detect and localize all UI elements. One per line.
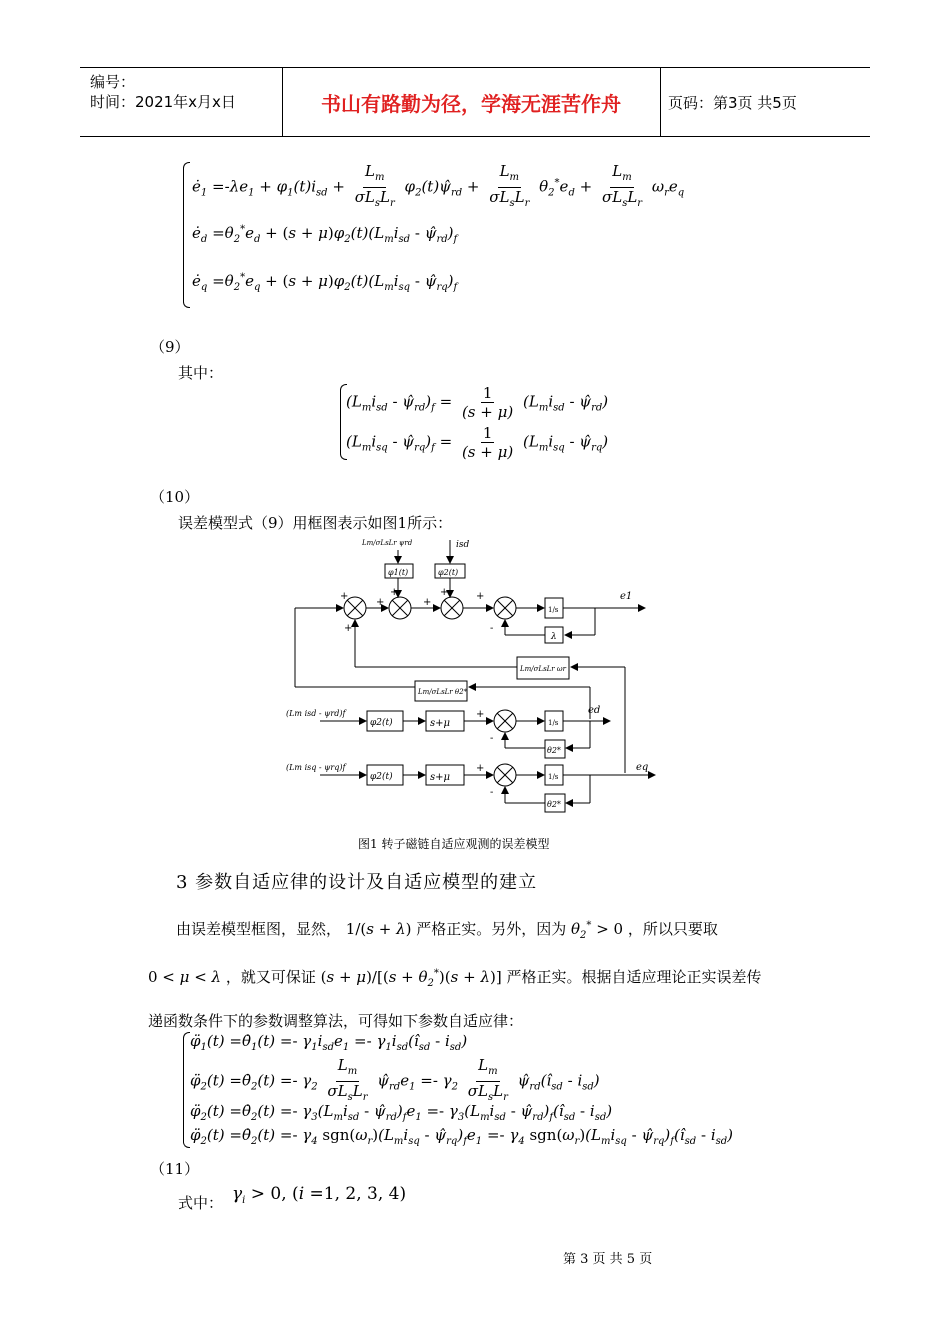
d-input-label: (Lm isd - ψrd)f [286,709,346,718]
svg-text:+: + [340,591,349,602]
q-input-label: (Lm isq - ψrq)f [286,763,346,772]
para2-text-b: 严格正实。根据自适应理论正实误差传 [506,968,762,986]
equation-9-line-2: $ė_d =\theta_2^*e_d + (s + \mu)\varphi_2(t)(L_mi_{sd}$ - $\psî_{rd})_f$ [192,224,458,245]
gamma-condition: $\gamma_i > 0$, (i =1, 2, 3, 4) [232,1184,407,1206]
page-header [80,67,870,137]
theta-block-label: Lm/σLsLr θ2* [418,688,468,696]
svg-text:+: + [440,587,449,598]
equation-9-line-3: $ė_q =\theta_2^*e_q + (s + \mu)\varphi_2(t)(L_mi_{sq}$ - $\psî_{rq})_f$ [192,272,458,293]
equation-10-line-1: ($L_mi_{sd}$ - $\psî_{rd})_f$ = $\frac{1}{(s + \mu)}$ ($L_mi_{sd}$ - $\psî_{rd}$) [346,384,609,421]
diagram-intro: 误差模型式（9）用框图表示如图1所示： [178,514,453,532]
svg-text:-: - [490,623,494,634]
phi2-label: φ2(t) [438,568,459,577]
transfer-function-1: 1/(s + λ) [345,920,412,938]
eq-output-label: eq [636,762,649,773]
equation-11-number: （11） [150,1160,200,1178]
svg-text:+: + [476,709,485,720]
equation-11-line-2: $\varphï_2(t)$ $=\thetȧ_2(t) =- \gamma_2$ $\frac{L_m}{\sigma L_sL_r}$ $\psî_{rd}e_1 =- \gamma_2$ $\frac{L_m}{\sigma L_sL_r}$ $\psî_{rd}(î_{sd} - i_{sd})$ [190,1056,600,1103]
figure-caption: 图1 转子磁链自适应观测的误差模型 [358,837,550,851]
top-left-input-label: Lm/σLsLr ψrd [362,539,413,547]
para2-text-a: ，就又可保证 [225,968,316,986]
section-title: 3 参数自适应律的设计及自适应模型的建立 [176,872,538,893]
theta-condition: $\theta_2^* > 0$ [571,920,624,941]
serial-label: 编号： [90,73,136,91]
header-meta [90,72,236,112]
integrator-label: 1/s [548,606,559,614]
equation-brace [183,162,190,308]
svg-text:+: + [476,591,485,602]
theta2-d-label: θ2* [547,746,561,755]
svg-text:-: - [490,733,494,744]
equation-10-line-2: ($L_mi_{sq}$ - $\psî_{rq})_f$ = $\frac{1}{(s + \mu)}$ ($L_mi_{sq}$ - $\psî_{rq}$) [346,424,609,461]
omega-block-label: Lm/σLsLr ωr [520,665,566,673]
header-motto: 书山有路勤为径，学海无涯苦作舟 [321,91,621,116]
mu-condition: 0 < μ < λ [148,968,222,986]
lambda-label: λ [551,632,557,642]
equation-9-line-1: $ė_1 =-\lambda e_1 + \varphi_1(t)i_{sd}$ + $\frac{L_m}{\sigma L_sL_r}$ $\varphi_2(t)\psî_{rd}$ + $\frac{L_m}{\sigma L_sL_r}$ $\theta_2^*e_d$ + $\frac{L_m}{\sigma L_sL_r}$ $\omega_re_q$ [192,162,685,209]
header-page-label: 页码：第3页 共5页 [668,93,797,112]
theta2-q-label: θ2* [547,800,561,809]
equation-11-line-1: $\varphï_1(t)$ $=\thetȧ_1(t) =- \gamma_1i_{sd}e_1$ =- $\gamma_1i_{sd}(î_{sd} - i_{sd})$ [190,1032,468,1053]
para1-text-a: 由误差模型框图，显然， [176,920,342,938]
svg-text:+: + [476,763,485,774]
equation-9-number: （9） [150,338,190,356]
top-right-input-label: isd [456,540,470,550]
svg-text:-: - [490,787,494,798]
e1-output-label: e1 [620,591,633,602]
svg-text:+: + [344,623,353,634]
svg-text:+: + [376,597,385,608]
phi2-d-label: φ2(t) [370,718,393,728]
s-mu-q-label: s+μ [430,772,451,783]
paragraph-line-1 [176,918,718,941]
paragraph-line-3: 递函数条件下的参数调整算法，可得如下参数自适应律： [148,1012,524,1030]
header-divider [660,68,661,136]
s-mu-d-label: s+μ [430,718,451,729]
svg-text:+: + [390,587,399,598]
para1-text-c: ，所以只要取 [627,920,718,938]
para1-text-b: 严格正实。另外，因为 [416,920,567,938]
paragraph-line-2 [148,966,761,989]
error-model-diagram [280,535,680,825]
svg-text:+: + [423,597,432,608]
integrator-d-label: 1/s [548,719,559,727]
equation-11-line-3: $\varphï_2(t)$ $=\thetȧ_2(t) =- \gamma_3(L_mi_{sd}$ - $\psî_{rd})_fe_1 =- \gamma_3(L_mi_{sd}$ - $\psî_{rd})_f(î_{sd} - i_{sd})$ [190,1102,613,1123]
equation-10-number: （10） [150,488,200,506]
phi1-label: φ1(t) [388,568,409,577]
formula-label: 式中： [178,1194,224,1212]
ed-output-label: ed [588,705,601,716]
time-label: 时间：2021年x月x日 [90,93,236,111]
page-footer: 第 3 页 共 5 页 [563,1252,653,1267]
phi2-q-label: φ2(t) [370,772,393,782]
where-label: 其中： [178,364,224,382]
transfer-function-2: $(s + \mu)/[(s + \theta_2^*)(s + \lambda)]$ [320,968,502,989]
equation-11-line-4: $\varphï_2(t)$ $=\thetȧ_2(t) =- \gamma_4$ $sgn(\omega_r)(L_mi_{sq}$ - $\psî_{rq})_fe_1 =- \gamma_4$ $sgn(\omega_r)(L_mi_{sq}$ - $\psî_{rq})_f(î_{sd} - i_{sd})$ [190,1126,734,1147]
integrator-q-label: 1/s [548,773,559,781]
equation-brace [183,1032,190,1148]
